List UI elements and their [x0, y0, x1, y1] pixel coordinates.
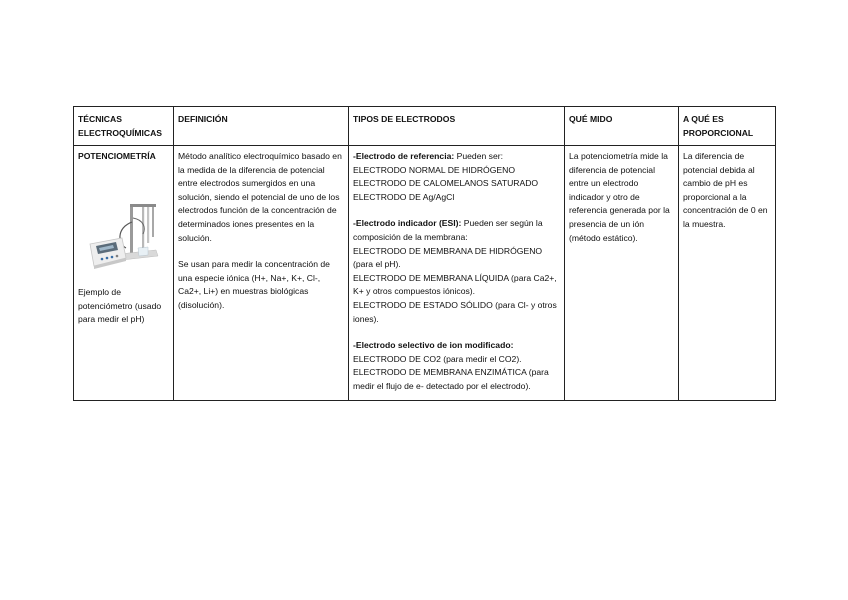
- electrode-types-cell: [349, 146, 565, 401]
- table-row: [74, 146, 776, 401]
- technique-title: POTENCIOMETRÍA: [78, 151, 156, 161]
- header-electrode-types: TIPOS DE ELECTRODOS: [349, 107, 565, 146]
- reference-electrode-heading: [353, 150, 560, 164]
- techniques-table: [73, 106, 776, 401]
- list-item: ELECTRODO DE ESTADO SÓLIDO (para Cl- y otros iones).: [353, 299, 557, 324]
- what-measured-cell: [565, 146, 679, 401]
- list-item: ELECTRODO DE Ag/AgCl: [353, 191, 455, 202]
- header-proportional-to: A QUÉ ES PROPORCIONAL: [679, 107, 776, 146]
- proportional-to-text: La diferencia de potencial debida al cambio de pH es proporcional a la concentración de 0 en la muestra.: [683, 151, 768, 229]
- definition-cell: [174, 146, 349, 401]
- list-item: ELECTRODO NORMAL DE HIDRÓGENO: [353, 164, 516, 175]
- list-item: ELECTRODO DE MEMBRANA LÍQUIDA (para Ca2+, K+ y otros compuestos iónicos).: [353, 272, 557, 297]
- indicator-electrode-label: -Electrodo indicador (ESI):: [353, 218, 462, 229]
- reference-electrode-intro: Pueden ser:: [454, 151, 503, 161]
- potentiometer-image: [86, 198, 162, 270]
- reference-electrode-label: -Electrodo de referencia:: [353, 151, 455, 161]
- header-what-measured: QUÉ MIDO: [565, 107, 679, 146]
- list-item: ELECTRODO DE MEMBRANA ENZIMÁTICA (para medir el flujo de e- detectado por el electrodo).: [353, 367, 549, 391]
- definition-paragraph-2: Se usan para medir la concentración de una especie iónica (H+, Na+, K+, Cl-, Ca2+, Li+) en muestras biológicas (disolución).: [178, 259, 330, 310]
- modified-electrode-label: -Electrodo selectivo de ion modificado:: [353, 340, 514, 351]
- technique-cell: [74, 146, 174, 401]
- definition-paragraph-1: Método analítico electroquímico basado en la medida de la diferencia de potencial entre electrodos sumergidos en una solución, siendo el potencial de uno de los electrodos función de la concentración de determinados iones presentes en la solución.: [178, 151, 342, 243]
- header-techniques: TÉCNICAS ELECTROQUÍMICAS: [74, 107, 174, 146]
- image-caption: Ejemplo de potenciómetro (usado para medir el pH): [78, 287, 162, 325]
- list-item: ELECTRODO DE MEMBRANA DE HIDRÓGENO (para el pH).: [353, 245, 543, 270]
- list-item: ELECTRODO DE CO2 (para medir el CO2).: [353, 353, 522, 364]
- proportional-to-cell: [679, 146, 776, 401]
- header-definition: DEFINICIÓN: [174, 107, 349, 146]
- indicator-electrode-heading: [353, 217, 560, 244]
- indicator-electrode-intro: Pueden ser según la composición de la membrana:: [353, 218, 543, 242]
- what-measured-text: La potenciometría mide la diferencia de potencial entre un electrodo indicador y otro de referencia generada por la presencia de un ión (método estático).: [569, 151, 670, 243]
- list-item: ELECTRODO DE CALOMELANOS SATURADO: [353, 178, 539, 189]
- header-row: [74, 107, 776, 146]
